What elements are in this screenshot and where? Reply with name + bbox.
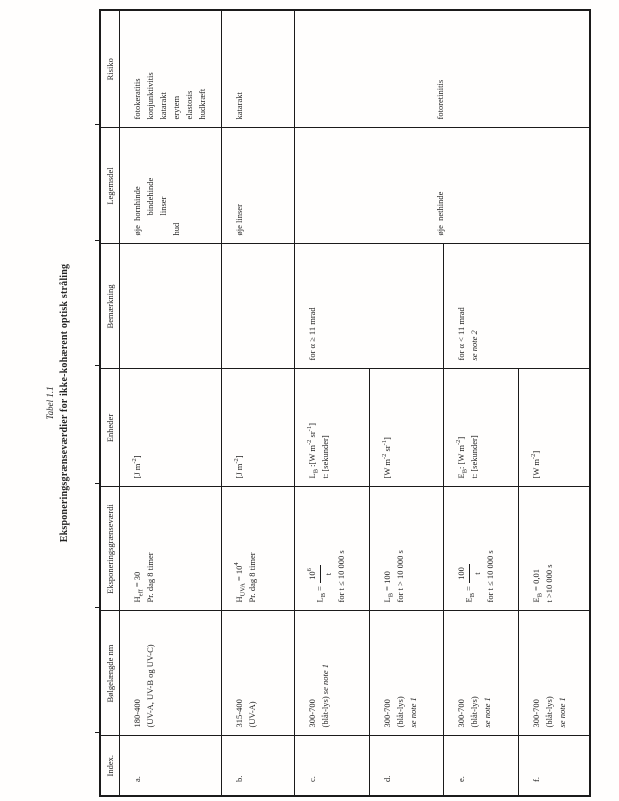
cell-b-wavelength: 315-400 (UV-A)	[221, 611, 294, 736]
cell-f-index: f.	[518, 736, 590, 796]
table-caption: Tabel 1.1	[45, 386, 55, 420]
cell-a-wavelength: 180-400 (UV-A, UV-B og UV-C)	[119, 611, 221, 736]
cell-a-index: a.	[119, 736, 221, 796]
col-header-units: Enheder	[100, 369, 119, 487]
table-row-a	[119, 10, 221, 796]
cell-e-wavelength: 300-700 (blåt-lys) se note 1	[443, 611, 518, 736]
cell-b-risk: katarakt	[221, 10, 294, 128]
cell-cd-remark: for α ≥ 11 mrad	[294, 244, 443, 369]
exposure-limits-table	[99, 9, 591, 797]
cell-e-units: $E_B$: [W $m^{-2}$] t: [sekunder]	[443, 369, 518, 487]
col-header-wavelength: Bølgelængde nm	[100, 611, 119, 736]
col-header-remark: Bemærkning	[100, 244, 119, 369]
cell-f-wavelength: 300-700 (blåt-lys) se note 1	[518, 611, 590, 736]
cell-c-index: c.	[294, 736, 369, 796]
cell-d-limit: $L_B = 100$ for t > 10 000 s	[369, 487, 443, 611]
cell-c-units: $L_B$ :[W $m^{-2}$ $sr^{-1}$] t: [sekunder]	[294, 369, 369, 487]
cell-a-risk: fotokeratitis konjunktivitis katarakt erytem elastosis hudkræft	[119, 10, 221, 128]
cell-f-limit: $E_B = 0,01$ t >10 000 s	[518, 487, 590, 611]
cell-a-units: [J $m^{-2}$]	[119, 369, 221, 487]
cell-b-remark	[221, 244, 294, 369]
cell-c-wavelength: 300-700 (blåt-lys) se note 1	[294, 611, 369, 736]
cell-c-limit: $L_B$ = $10^6$ t for t ≤ 10 000 s	[294, 487, 369, 611]
col-header-index: Index.	[100, 736, 119, 796]
cell-a-remark	[119, 244, 221, 369]
cell-ef-remark: for α < 11 mrad se note 2	[443, 244, 590, 369]
table-row-b	[221, 10, 294, 796]
cell-d-wavelength: 300-700 (blåt-lys) se note 1	[369, 611, 443, 736]
cell-e-index: e.	[443, 736, 518, 796]
cell-a-bodypart: øje hornhinde bindehinde linser hud	[119, 128, 221, 244]
cell-a-limit: $H_{eff} = 30$ Pr. dag 8 timer	[119, 487, 221, 611]
cell-cf-bodypart: øje nethinde	[294, 128, 590, 244]
col-header-limit: Eksponeringsgrænseværdi	[100, 487, 119, 611]
table-row-c	[294, 10, 369, 796]
cell-d-units: [W $m^{-2}$ $sr^{-1}$]	[369, 369, 443, 487]
cell-f-units: [W $m^{-2}$]	[518, 369, 590, 487]
cell-b-index: b.	[221, 736, 294, 796]
header-row	[100, 10, 119, 796]
cell-d-index: d.	[369, 736, 443, 796]
cell-cf-risk: fotoretinitis	[294, 10, 590, 128]
cell-b-bodypart: øje linser	[221, 128, 294, 244]
cell-b-limit: $H_{UVA} = 10^4$ Pr. dag 8 timer	[221, 487, 294, 611]
cell-b-units: [J $m^{-2}$]	[221, 369, 294, 487]
col-header-bodypart: Legemsdel	[100, 128, 119, 244]
page-title: Eksponeringsgrænseværdier for ikke-kohærent optisk stråling	[59, 263, 70, 543]
cell-e-limit: $E_B$ = 100 t for t ≤ 10 000 s	[443, 487, 518, 611]
col-header-risk: Risiko	[100, 10, 119, 128]
